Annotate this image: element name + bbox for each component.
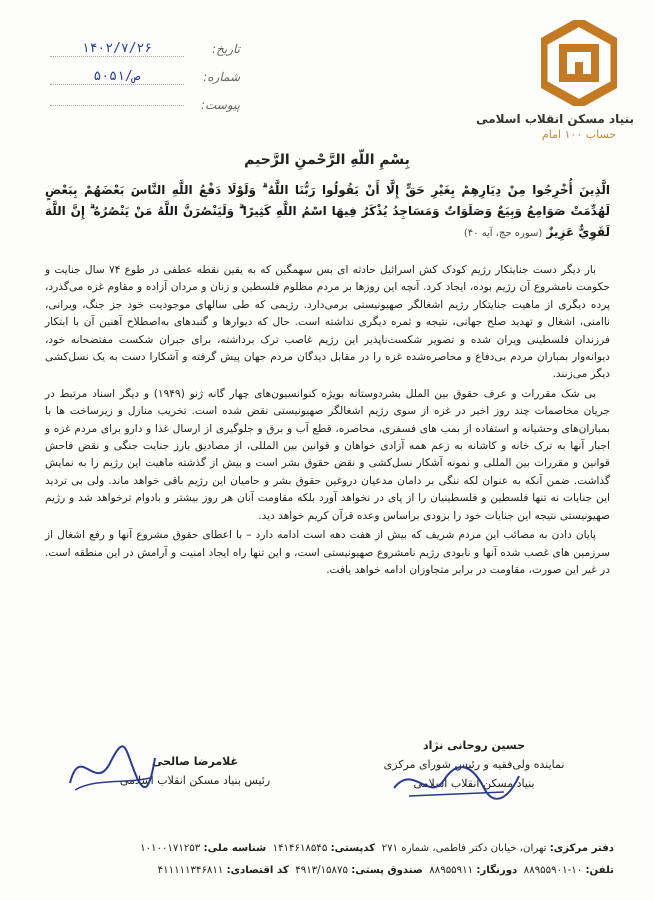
fax-label: دورنگار: — [476, 865, 518, 876]
economic-code: ۴۱۱۱۱۱۳۴۶۸۱۱ — [157, 865, 224, 876]
fax-number: ۸۸۹۵۵۹۱۱ — [429, 865, 474, 876]
house-emblem-icon — [541, 20, 617, 106]
date-row — [50, 35, 240, 63]
date-value: ۱۴۰۲/۷/۲۶ — [50, 41, 184, 57]
imam-account-line: حساب ۱۰۰ امام — [541, 128, 617, 141]
office-label: دفتر مرکزی: — [549, 843, 614, 854]
paragraph: بار دیگر دست جنایتکار رژیم کودک کش اسرائیل حادثه ای بس سهمگین که به یقین نقطه عطفی در طوع ۷۴ سال جنایت و حکومت نامشروع آن رژیم بوده، ایجاد کرد. آنچه این روزها بر مردم مظلوم فلسطین و زنان و مردان آزاده و مقاوم غزه می‌گذرد، پرده دیگری از ماهیت جنایتکار رژیم اشغالگر صهیونیستی برمی‌دارد. رژیمی که طی سالهای موجودیت خود جز جنگ، ویرانی، ناامنی، اشغال و تهدید صلح جهانی، نتیجه و ثمره دیگری نداشته است. حال که دیوارها و گنبدهای به‌اصطلاح آهنین آن با ابتکار فرزندان فلسطینی ویران شده و تصویر شکست‌ناپذیر این رژیم غاصب ترک برداشته، برای جبران شکست مفتضحانه خود، دیوانه‌وار بمباران مردم بی‌دفاع و محاصره‌شده غزه را در مقابل دیدگان مردم جهان پیش گرفته و آشکارا دست به یک نسل‌کشی دیگر می‌زنند. — [45, 264, 610, 381]
national-id-label: شناسه ملی: — [203, 843, 267, 854]
attachment-label: پیوست: — [200, 98, 240, 112]
letter-meta — [50, 35, 240, 119]
quran-verse — [45, 180, 610, 244]
office-address: تهران، خیابان دکتر فاطمی، شماره ۲۷۱ — [381, 843, 547, 854]
organization-name: بنیاد مسکن انقلاب اسلامی — [476, 112, 634, 126]
signer-name: حسین روحانی نژاد — [422, 739, 526, 752]
phone-number: ۱۰-۸۸۹۵۵۹۰۱ — [523, 865, 583, 876]
verse-text: الَّذِينَ أُخْرِجُوا مِنْ دِيَارِهِمْ بِغَيْرِ حَقٍّ إِلَّا أَنْ يَقُولُوا رَبُّنَا اللَّهُ ۗ وَلَوْلَا دَفْعُ اللَّهِ النَّاسَ بَعْضَهُمْ بِبَعْضٍ لَهُدِّمَتْ صَوَامِعُ وَبِيَعٌ وَصَلَوَاتٌ وَمَسَاجِدُ يُذْكَرُ فِيهَا اسْمُ اللَّهِ كَثِيرًا ۗ وَلَيَنْصُرَنَّ اللَّهُ مَنْ يَنْصُرُهُ ۗ إِنَّ اللَّهَ لَقَوِيٌّ عَزِيزٌ — [45, 183, 610, 239]
handwritten-signature-icon — [55, 738, 165, 798]
signer-organization: بنیاد مسکن انقلاب اسلامی — [413, 777, 535, 790]
letter-body — [45, 262, 610, 581]
attachment-row — [50, 91, 240, 119]
number-label: شماره: — [203, 70, 240, 84]
footer-line-address — [40, 838, 614, 860]
economic-code-label: کد اقتصادی: — [226, 865, 289, 876]
footer-line-phones — [40, 860, 614, 882]
attachment-value — [50, 105, 184, 106]
number-row — [50, 63, 240, 91]
organization-logo — [476, 20, 634, 170]
verse-reference: (سوره حج، آیه ۴۰) — [463, 228, 543, 239]
pobox-label: صندوق پستی: — [351, 865, 423, 876]
signer-title: نماینده ولی‌فقیه و رئیس شورای مرکزی — [383, 758, 565, 771]
footer-contact — [40, 838, 614, 882]
date-label: تاریخ: — [212, 42, 240, 56]
signer-name: غلامرضا صالحی — [151, 755, 239, 768]
signature-block-representative — [344, 736, 604, 793]
number-value: ص/۵۰۵۱ — [50, 69, 184, 85]
postal-label: کدپستی: — [330, 843, 376, 854]
handwritten-signature-icon — [384, 758, 524, 808]
national-id: ۱۰۱۰۰۱۷۱۲۵۳ — [140, 843, 201, 854]
signer-title: رئیس بنیاد مسکن انقلاب اسلامی — [119, 774, 271, 787]
bismillah: بِسْمِ اللّهِ الرَّحْمنِ الرَّحیم — [244, 152, 410, 168]
paragraph: پایان دادن به مصائب این مردم شریف که بیش از هفت دهه است ادامه دارد – با اعطای حقوق مشروع آنها و رفع اشغال از سرزمین های غصب شده آنها و نابودی رژیم نامشروع صهیونیستی است، و این تنها راه ایجاد امنیت و آرامش در این منطقه است. در غیر این صورت، مقاومت در برابر متجاوزان ادامه خواهد یافت. — [45, 529, 610, 576]
postal-code: ۱۴۱۴۶۱۸۵۴۵ — [272, 843, 328, 854]
paragraph: بی شک مقررات و عرف حقوق بین الملل بشردوستانه بویژه کنوانسیون‌های چهار گانه ژنو (۱۹۴۹) و دیگر اسناد مرتبط در جریان مخاصمات چند روز اخیر در غزه از سوی رژیم اشغالگر صهیونیستی نقض شده است. تخریب منازل و زیرساخت ها با بمباران‌های وحشیانه و استفاده از بمب های فسفری، محاصره، قطع آب و برق و جلوگیری از ارسال غذا و دارو برای مردم غزه و اجبار آنها به ترک خانه و کاشانه به زعم همه آزادی خواهان و قوانین بین المللی، از مصادیق بارز جنایت جنگی و نقض فاحش قوانین و مقررات بین المللی و نمونه آشکار نسل‌کشی و نقض حقوق بشر است و بیش از گذشته ماهیت این رژیم را به نمایش گذاشت. ضمن آنکه به عنوان لکه ننگی بر دامان مدعیان دروغین حقوق بشر و حامیان این رژیم باقی خواهد ماند. ولی بی تردید این جنایات نه تنها فلسطین و فلسطینیان را از پای در نخواهد آورد بلکه مقاومت آنان هر روز بیشتر و بادوام ترخواهد شد و رژیم صهیونیستی نتیجه این جنایات خود را بزودی براساس وعده قرآن کریم خواهد دید. — [45, 387, 610, 522]
signature-block-president — [95, 752, 295, 790]
pobox-number: ۴۹۱۳/۱۵۸۷۵ — [295, 865, 348, 876]
phone-label: تلفن: — [585, 865, 614, 876]
